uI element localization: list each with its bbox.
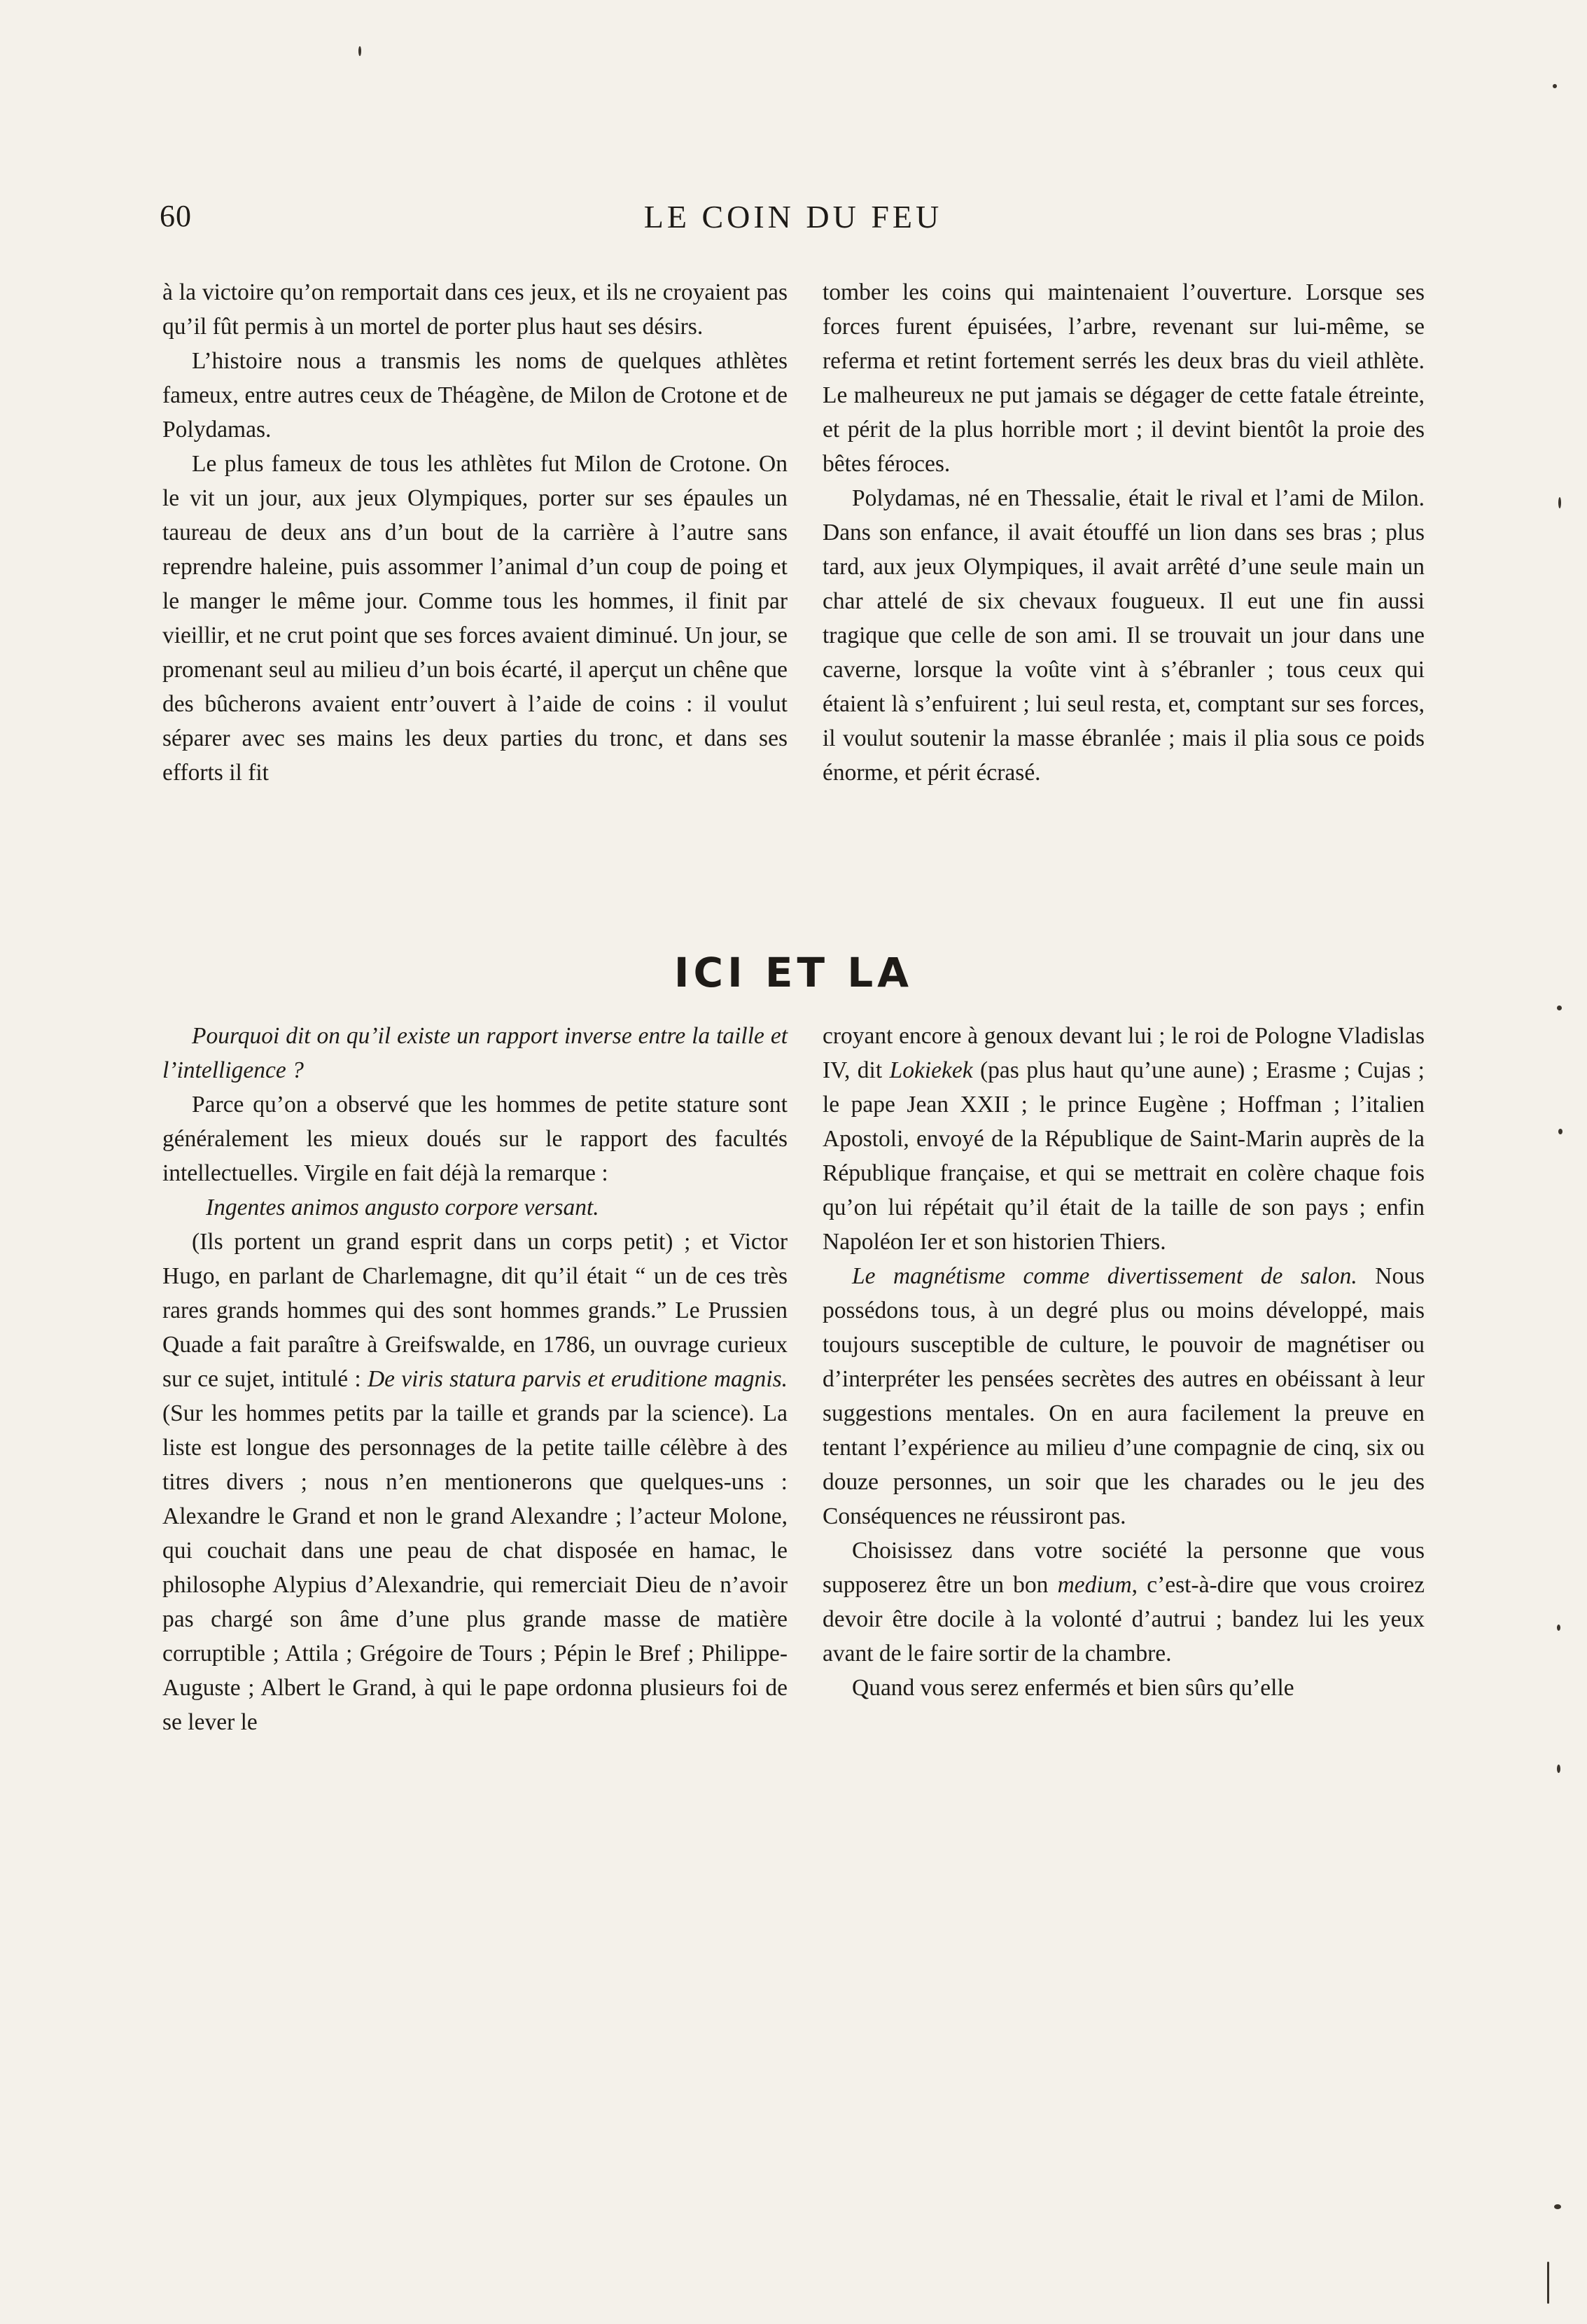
running-head bbox=[160, 198, 1427, 247]
emphasized-word: medium bbox=[1057, 1572, 1132, 1598]
text-run: (Sur les hommes petits par la taille et grands par la science). La liste est longue des personnages de la petite taille célèbre à des titres divers ; nous n’en mentionerons que quelques-uns : Alexandre le Grand et non le grand Alexandre ; l’acteur Molone, qui couchait dans une peau de chat disposée en hamac, le philosophe Alypius d’Alexandrie, qui remerciait Dieu de n’avoir pas chargé son âme d’une plus grande masse de matière corruptible ; Attila ; Grégoire de Tours ; Pépin le Bref ; Philippe-Auguste ; Albert le Grand, à qui le pape ordonna plusieurs foi de se lever le bbox=[162, 1400, 788, 1735]
text-run: croyant encore à genoux devant lui ; le roi de Pologne Vladislas IV, dit bbox=[823, 1023, 1425, 1083]
paragraph: Polydamas, né en Thessalie, était le rival et l’ami de Milon. Dans son enfance, il avait étouffé un lion dans ses bras ; plus tard, aux jeux Olympiques, il avait arrêté d’une seule main un char attelé de six chevaux fougueux. Il eut une fin aussi tragique que celle de son ami. Il se trouvait un jour dans une caverne, lorsque la voûte vint à s’ébranler ; tous ceux qui étaient là s’enfuirent ; lui seul resta, et, comptant sur ses forces, il voulut soutenir la masse ébranlée ; mais il plia sous ce poids énorme, et périt écrasé. bbox=[823, 485, 1425, 786]
paragraph bbox=[823, 1533, 1425, 1671]
paragraph: L’histoire nous a transmis les noms de quelques athlètes fameux, entre autres ceux de Théagène, de Milon de Crotone et de Polydamas. bbox=[162, 348, 788, 443]
scan-speck bbox=[1558, 1129, 1562, 1134]
paragraph bbox=[823, 1259, 1425, 1533]
paragraph bbox=[162, 1225, 788, 1739]
subsection-heading: Le magnétisme comme divertissement de salon. bbox=[852, 1263, 1357, 1289]
paragraph: Quand vous serez enfermés et bien sûrs qu’elle bbox=[852, 1675, 1294, 1701]
scan-speck bbox=[1558, 497, 1561, 508]
paragraph bbox=[823, 1019, 1425, 1259]
text-run: Nous possédons tous, à un degré plus ou moins développé, mais toujours susceptible de culture, le pouvoir de magnétiser ou d’interpréter les pensées secrètes des autres en obéissant à leur suggestions mentales. On en aura facilement la preuve en tentant l’expérience au milieu d’une compagnie de cinq, six ou douze personnes, un soir que les charades ou le jeu des Conséquences ne réussiront pas. bbox=[823, 1263, 1425, 1529]
scan-speck bbox=[1554, 2204, 1561, 2209]
column-right-top bbox=[823, 275, 1425, 790]
column-right-bottom bbox=[823, 1019, 1425, 1705]
scan-speck bbox=[1557, 1624, 1560, 1631]
paragraph: à la victoire qu’on remportait dans ces jeux, et ils ne croyaient pas qu’il fût permis à un mortel de porter plus haut ses désirs. bbox=[162, 279, 788, 340]
paragraph: Parce qu’on a observé que les hommes de petite stature sont généralement les mieux doués sur le rapport des facultés intellectuelles. Virgile en fait déjà la remarque : bbox=[162, 1092, 788, 1186]
text-run: (pas plus haut qu’une aune) ; Erasme ; Cujas ; le pape Jean XXII ; le prince Eugène ; Hoffman ; l’italien Apostoli, envoyé de la République de Saint-Marin auprès de la République française, et qui se mettrait en colère chaque fois qu’on lui répétait qu’il était de la taille de son pays ; enfin Napoléon Ier et son historien Thiers. bbox=[823, 1057, 1425, 1255]
page-number: 60 bbox=[160, 199, 192, 233]
scan-speck bbox=[358, 46, 361, 56]
question-heading: Pourquoi dit on qu’il existe un rapport inverse entre la taille et l’intelligence ? bbox=[162, 1023, 788, 1083]
scan-speck bbox=[1557, 1765, 1560, 1773]
text-run: (Ils portent un grand esprit dans un corps petit) ; et Victor Hugo, en parlant de Charlemagne, dit qu’il était “ un de ces très rares grands hommes qui des sont hommes grands.” Le Prussien Quade a fait paraître à Greifswalde, en 1786, un ouvrage curieux sur ce sujet, intitulé : bbox=[162, 1229, 788, 1392]
scan-speck bbox=[1557, 1006, 1562, 1010]
scan-speck bbox=[1547, 2262, 1549, 2304]
paragraph: tomber les coins qui maintenaient l’ouverture. Lorsque ses forces furent épuisées, l’arbre, revenant sur lui-même, se referma et retint fortement serrés les deux bras du vieil athlète. Le malheureux ne put jamais se dégager de cette fatale étreinte, et périt de la plus horrible mort ; il devint bientôt la proie des bêtes féroces. bbox=[823, 279, 1425, 477]
column-left-bottom bbox=[162, 1019, 788, 1739]
latin-verse: Ingentes animos angusto corpore versant. bbox=[206, 1195, 599, 1220]
text-run: Choisissez dans votre société la personne que vous supposerez être un bon bbox=[823, 1538, 1425, 1598]
text-run: , c’est-à-dire que vous croirez devoir être docile à la volonté d’autrui ; bandez lui les yeux avant de le faire sortir de la chambre. bbox=[823, 1572, 1425, 1667]
section-heading: ICI ET LA bbox=[673, 949, 914, 996]
scan-speck bbox=[1553, 84, 1557, 88]
nickname: Lokiekek bbox=[889, 1057, 973, 1083]
journal-title: LE COIN DU FEU bbox=[643, 199, 943, 235]
book-title: De viris statura parvis et eruditione magnis. bbox=[367, 1366, 788, 1392]
column-left-top bbox=[162, 275, 788, 790]
paragraph: Le plus fameux de tous les athlètes fut Milon de Crotone. On le vit un jour, aux jeux Olympiques, porter sur ses épaules un taureau de deux ans d’un bout de la carrière à l’autre sans reprendre haleine, puis assommer l’animal d’un coup de poing et le manger le même jour. Comme tous les hommes, il finit par vieillir, et ne crut point que ses forces avaient diminué. Un jour, se promenant seul au milieu d’un bois écarté, il aperçut un chêne que des bûcherons avaient entr’ouvert à l’aide de coins : il voulut séparer avec ses mains les deux parties du tronc, et dans ses efforts il fit bbox=[162, 451, 788, 786]
